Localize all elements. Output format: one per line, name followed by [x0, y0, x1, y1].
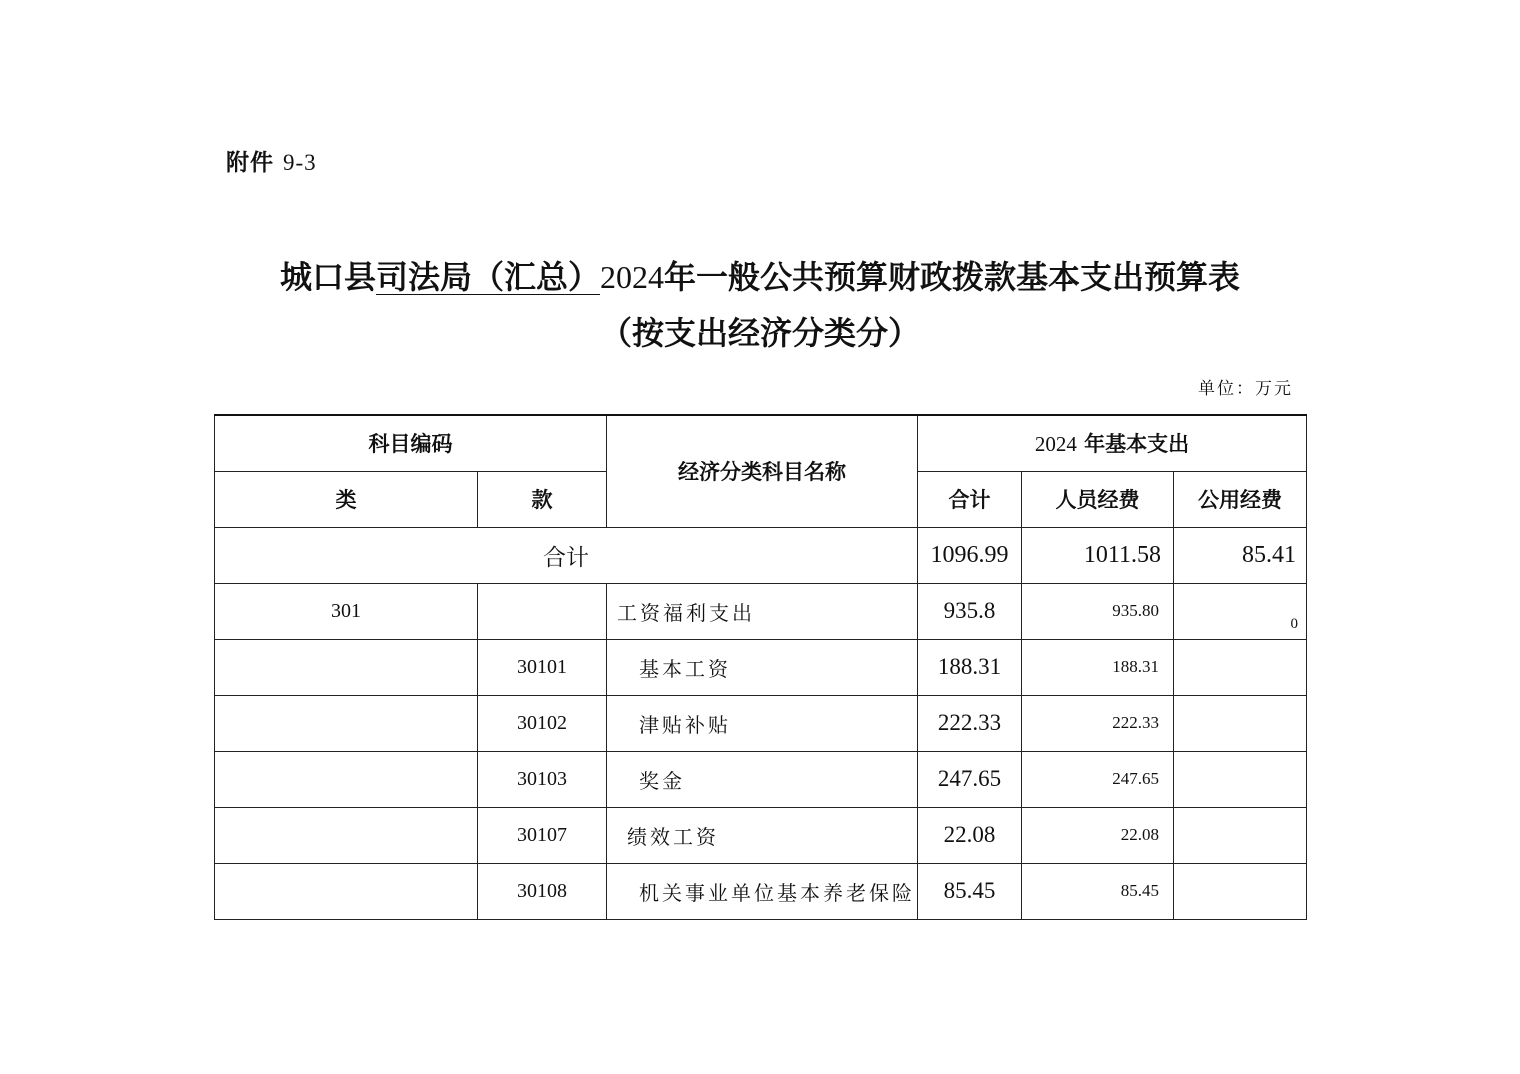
- row-public: [1174, 863, 1307, 919]
- header-basic-group: [918, 415, 1307, 471]
- header-class: 类: [215, 471, 478, 527]
- row-name: 基本工资: [607, 639, 918, 695]
- row-class: [215, 639, 478, 695]
- row-name: 绩效工资: [607, 807, 918, 863]
- row-public: [1174, 751, 1307, 807]
- row-total: 22.08: [918, 807, 1022, 863]
- row-name: 工资福利支出: [607, 583, 918, 639]
- header-personnel: 人员经费: [1022, 471, 1174, 527]
- attachment-number: 9-3: [283, 150, 317, 175]
- row-name: 机关事业单位基本养老保险: [607, 863, 918, 919]
- total-row: [215, 527, 1307, 583]
- row-total: 222.33: [918, 695, 1022, 751]
- title-organization: 司法局（汇总）: [375, 258, 600, 296]
- total-sum: 1096.99: [918, 527, 1022, 583]
- row-public: 0: [1174, 583, 1307, 639]
- row-total: 188.31: [918, 639, 1022, 695]
- row-public: [1174, 695, 1307, 751]
- row-personnel: 222.33: [1022, 695, 1174, 751]
- table-row: [215, 695, 1307, 751]
- row-class: [215, 863, 478, 919]
- attachment-label: [226, 144, 317, 177]
- row-personnel: 188.31: [1022, 639, 1174, 695]
- row-class: [215, 807, 478, 863]
- header-public: 公用经费: [1174, 471, 1307, 527]
- row-public: [1174, 807, 1307, 863]
- header-code-group: 科目编码: [215, 415, 607, 471]
- row-item: 30102: [478, 695, 607, 751]
- header-item: 款: [478, 471, 607, 527]
- header-row-1: [215, 415, 1307, 471]
- row-personnel: 935.80: [1022, 583, 1174, 639]
- total-public: 85.41: [1174, 527, 1307, 583]
- budget-table: [214, 414, 1307, 920]
- row-class: [215, 695, 478, 751]
- header-basic-year: 2024: [1034, 432, 1077, 457]
- row-item: 30103: [478, 751, 607, 807]
- row-name: 奖金: [607, 751, 918, 807]
- row-personnel: 247.65: [1022, 751, 1174, 807]
- table-row: [215, 583, 1307, 639]
- total-label: 合计: [215, 527, 918, 583]
- title-year: 2024: [600, 259, 664, 295]
- row-personnel: 85.45: [1022, 863, 1174, 919]
- page-subtitle: （按支出经济分类分）: [599, 314, 920, 352]
- row-personnel: 22.08: [1022, 807, 1174, 863]
- table-row: [215, 863, 1307, 919]
- row-item: 30101: [478, 639, 607, 695]
- table-row: [215, 807, 1307, 863]
- row-class: [215, 751, 478, 807]
- row-item: 30108: [478, 863, 607, 919]
- table-row: [215, 639, 1307, 695]
- table-row: [215, 751, 1307, 807]
- row-total: 85.45: [918, 863, 1022, 919]
- row-item: [478, 583, 607, 639]
- header-total: 合计: [918, 471, 1022, 527]
- total-personnel: 1011.58: [1022, 527, 1174, 583]
- header-name: 经济分类科目名称: [607, 415, 918, 527]
- header-basic-label: 年基本支出: [1084, 432, 1190, 457]
- title-county: 城口县: [279, 258, 376, 296]
- row-public: [1174, 639, 1307, 695]
- row-total: 247.65: [918, 751, 1022, 807]
- row-class: 301: [215, 583, 478, 639]
- title-rest: 年一般公共预算财政拨款基本支出预算表: [664, 258, 1241, 296]
- page-title: [0, 252, 1520, 298]
- row-item: 30107: [478, 807, 607, 863]
- unit-label: 单位：万元: [1198, 379, 1293, 399]
- row-total: 935.8: [918, 583, 1022, 639]
- attachment-prefix: 附件: [226, 150, 274, 176]
- row-name: 津贴补贴: [607, 695, 918, 751]
